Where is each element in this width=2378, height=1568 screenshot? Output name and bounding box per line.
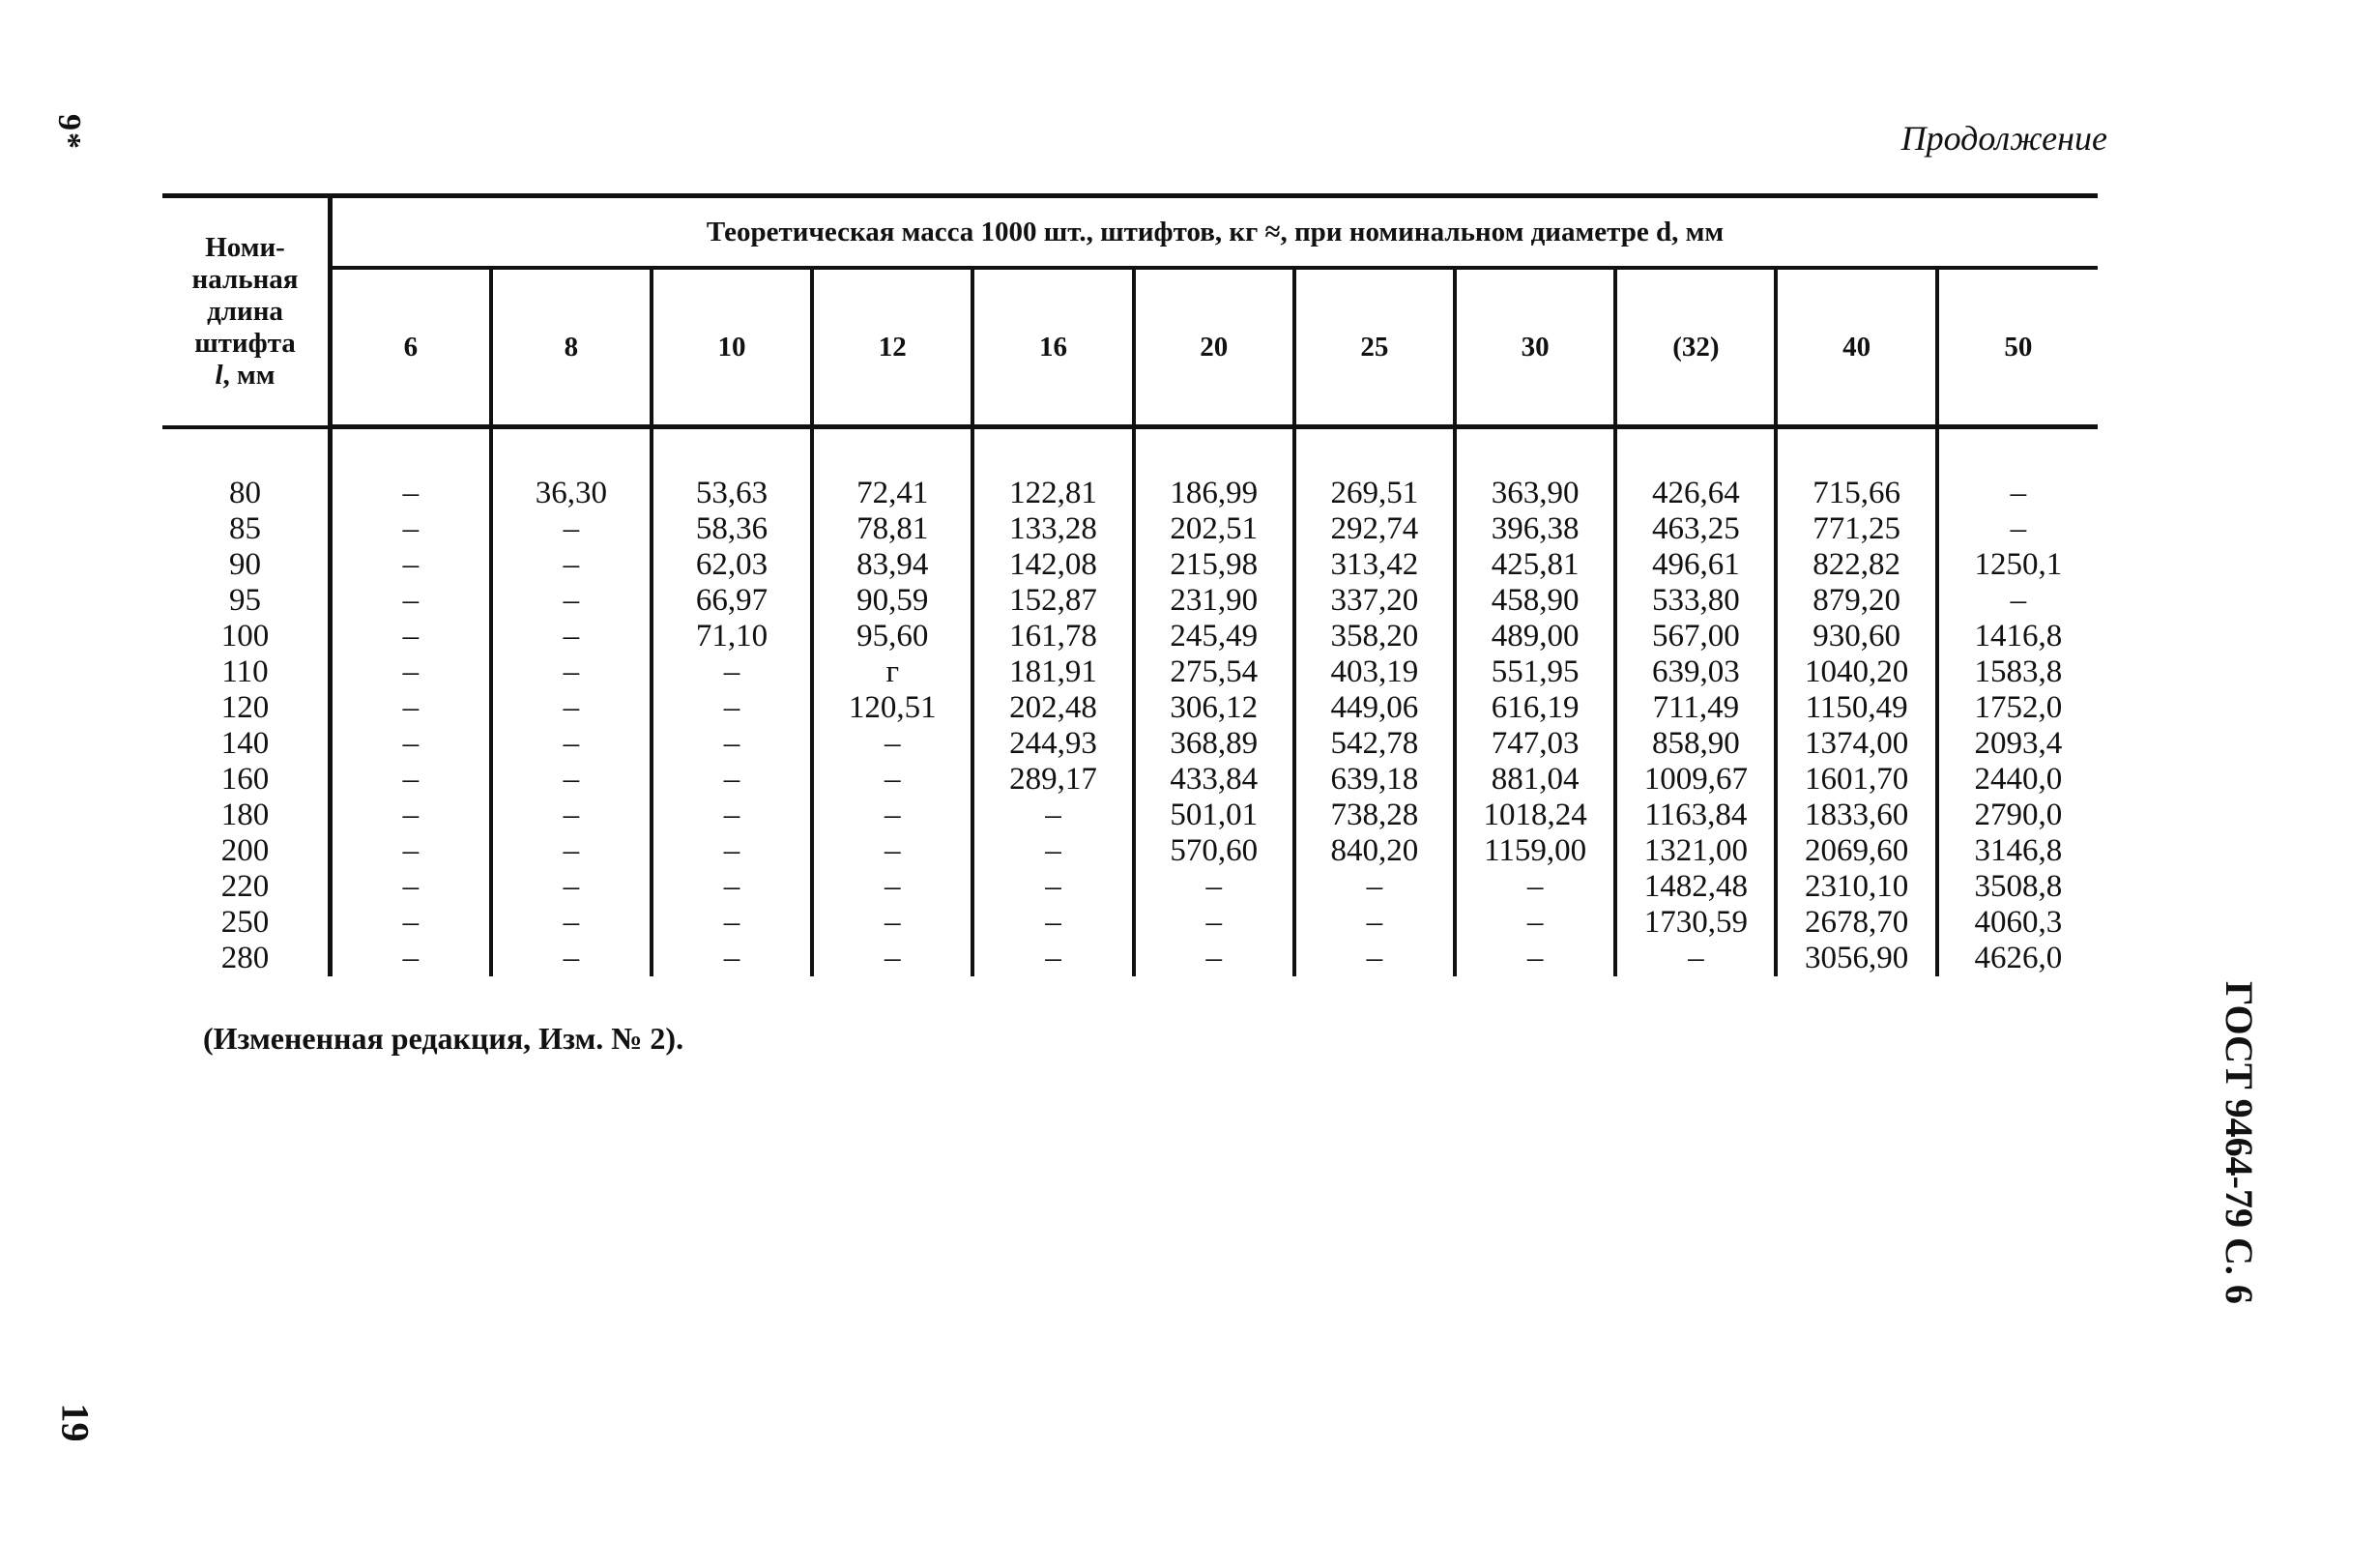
length-cell: 250 xyxy=(162,905,331,941)
mass-cell: – xyxy=(812,941,972,976)
mass-cell: – xyxy=(1455,905,1615,941)
mass-cell: – xyxy=(1294,905,1455,941)
mass-cell: – xyxy=(402,654,420,689)
table-row xyxy=(162,726,2098,762)
length-cell: 200 xyxy=(162,833,331,869)
mass-cell: 1009,67 xyxy=(1615,762,1776,798)
mass-cell: – xyxy=(1294,941,1455,976)
mass-cell: – xyxy=(402,762,420,797)
mass-cell: 133,28 xyxy=(972,511,1133,547)
mass-cell: – xyxy=(1134,941,1294,976)
mass-cell: – xyxy=(402,905,420,940)
mass-cell: – xyxy=(652,941,812,976)
length-column-header: Номи- нальная длина штифта l, мм xyxy=(162,196,331,427)
mass-cell: – xyxy=(491,511,652,547)
length-cell: 220 xyxy=(162,869,331,905)
mass-cell: – xyxy=(402,476,420,510)
mass-cell: – xyxy=(1134,905,1294,941)
mass-cell: – xyxy=(1455,941,1615,976)
length-cell: 280 xyxy=(162,941,331,976)
mass-cell: 186,99 xyxy=(1134,427,1294,512)
mass-cell: 358,20 xyxy=(1294,619,1455,654)
mass-cell: 275,54 xyxy=(1134,654,1294,690)
mass-cell: 738,28 xyxy=(1294,798,1455,833)
mass-cell: – xyxy=(491,654,652,690)
length-cell: 95 xyxy=(162,583,331,619)
mass-cell: 161,78 xyxy=(972,619,1133,654)
diameter-header: 40 xyxy=(1776,268,1936,427)
mass-cell: – xyxy=(652,798,812,833)
length-cell: 80 xyxy=(162,427,331,512)
mass-cell: 639,18 xyxy=(1294,762,1455,798)
mass-cell: 53,63 xyxy=(652,427,812,512)
table-row xyxy=(162,833,2098,869)
standard-code: ГОСТ 9464-79 С. 6 xyxy=(2218,981,2261,1304)
length-cell: 120 xyxy=(162,690,331,726)
mass-cell: 269,51 xyxy=(1294,427,1455,512)
mass-cell: – xyxy=(491,905,652,941)
length-cell: 180 xyxy=(162,798,331,833)
mass-cell: – xyxy=(402,869,420,904)
mass-cell: – xyxy=(491,690,652,726)
mass-cell: 551,95 xyxy=(1455,654,1615,690)
mass-cell: 2069,60 xyxy=(1776,833,1936,869)
mass-cell: – xyxy=(812,726,972,762)
mass-cell: – xyxy=(402,690,420,725)
mass-cell: 533,80 xyxy=(1615,583,1776,619)
mass-cell: 463,25 xyxy=(1615,511,1776,547)
mass-cell: 2678,70 xyxy=(1776,905,1936,941)
mass-cell: 1150,49 xyxy=(1776,690,1936,726)
mass-cell: 570,60 xyxy=(1134,833,1294,869)
mass-cell: – xyxy=(491,869,652,905)
mass-cell: 449,06 xyxy=(1294,690,1455,726)
mass-cell: 4060,3 xyxy=(1937,905,2098,941)
mass-cell: 202,51 xyxy=(1134,511,1294,547)
mass-cell: – xyxy=(491,619,652,654)
mass-cell: – xyxy=(1134,869,1294,905)
table-row xyxy=(162,547,2098,583)
mass-cell: – xyxy=(491,833,652,869)
mass-cell: 120,51 xyxy=(812,690,972,726)
mass-cell: – xyxy=(652,869,812,905)
mass-cell: 1040,20 xyxy=(1776,654,1936,690)
page-number: 19 xyxy=(53,1403,98,1442)
mass-cell: 90,59 xyxy=(812,583,972,619)
mass-table-wrapper xyxy=(162,193,2098,976)
mass-cell: 368,89 xyxy=(1134,726,1294,762)
mass-cell: – xyxy=(972,905,1133,941)
mass-cell: 337,20 xyxy=(1294,583,1455,619)
pin-mass-table xyxy=(162,193,2098,976)
mass-cell: 501,01 xyxy=(1134,798,1294,833)
mass-cell: – xyxy=(402,547,420,582)
mass-cell: 496,61 xyxy=(1615,547,1776,583)
table-row xyxy=(162,798,2098,833)
mass-cell: – xyxy=(402,798,420,832)
mass-cell: 433,84 xyxy=(1134,762,1294,798)
diameter-header: 50 xyxy=(1937,268,2098,427)
diameter-header-row xyxy=(162,268,2098,427)
mass-cell: – xyxy=(1937,511,2098,547)
diameter-header: 30 xyxy=(1455,268,1615,427)
mass-cell: – xyxy=(652,654,812,690)
mass-cell: 1374,00 xyxy=(1776,726,1936,762)
mass-cell: 1752,0 xyxy=(1937,690,2098,726)
mass-cell: – xyxy=(402,619,420,653)
mass-cell: – xyxy=(972,941,1133,976)
mass-cell: – xyxy=(812,798,972,833)
mass-cell: – xyxy=(652,762,812,798)
mass-cell: 1482,48 xyxy=(1615,869,1776,905)
mass-cell: 1250,1 xyxy=(1937,547,2098,583)
continuation-label: Продолжение xyxy=(1900,119,2107,158)
mass-cell: 36,30 xyxy=(491,427,652,512)
mass-cell: – xyxy=(652,905,812,941)
mass-cell: – xyxy=(812,762,972,798)
mass-cell: 747,03 xyxy=(1455,726,1615,762)
mass-cell: 425,81 xyxy=(1455,547,1615,583)
mass-cell: – xyxy=(1294,869,1455,905)
mass-cell: 4626,0 xyxy=(1937,941,2098,976)
mass-cell: 489,00 xyxy=(1455,619,1615,654)
mass-cell: 858,90 xyxy=(1615,726,1776,762)
length-cell: 100 xyxy=(162,619,331,654)
mass-cell: 152,87 xyxy=(972,583,1133,619)
mass-cell: 306,12 xyxy=(1134,690,1294,726)
mass-cell: – xyxy=(402,726,420,761)
mass-cell: 1321,00 xyxy=(1615,833,1776,869)
length-cell: 85 xyxy=(162,511,331,547)
diameter-header: 12 xyxy=(812,268,972,427)
mass-cell: 83,94 xyxy=(812,547,972,583)
mass-cell: – xyxy=(812,869,972,905)
mass-cell: 289,17 xyxy=(972,762,1133,798)
length-cell: 90 xyxy=(162,547,331,583)
mass-cell: 3146,8 xyxy=(1937,833,2098,869)
mass-cell: 142,08 xyxy=(972,547,1133,583)
mass-cell: – xyxy=(491,798,652,833)
mass-cell: – xyxy=(1937,583,2098,619)
mass-cell: 122,81 xyxy=(972,427,1133,512)
mass-cell: – xyxy=(402,583,420,618)
mass-cell: 215,98 xyxy=(1134,547,1294,583)
diameter-header: (32) xyxy=(1615,268,1776,427)
mass-cell: 822,82 xyxy=(1776,547,1936,583)
revision-note: (Измененная редакция, Изм. № 2). xyxy=(203,1021,684,1056)
table-row xyxy=(162,427,2098,512)
mass-cell: 202,48 xyxy=(972,690,1133,726)
table-row xyxy=(162,511,2098,547)
mass-cell: 245,49 xyxy=(1134,619,1294,654)
mass-cell: – xyxy=(402,941,420,975)
mass-cell: 711,49 xyxy=(1615,690,1776,726)
mass-cell: 2310,10 xyxy=(1776,869,1936,905)
mass-cell: 639,03 xyxy=(1615,654,1776,690)
mass-cell: 62,03 xyxy=(652,547,812,583)
mass-cell: – xyxy=(652,690,812,726)
mass-cell: 567,00 xyxy=(1615,619,1776,654)
mass-cell: – xyxy=(1455,869,1615,905)
mass-cell: – xyxy=(1937,427,2098,512)
mass-cell: 2093,4 xyxy=(1937,726,2098,762)
mass-cell: 72,41 xyxy=(812,427,972,512)
mass-cell: 292,74 xyxy=(1294,511,1455,547)
mass-cell: 458,90 xyxy=(1455,583,1615,619)
table-row xyxy=(162,583,2098,619)
mass-cell: 426,64 xyxy=(1615,427,1776,512)
mass-cell: 403,19 xyxy=(1294,654,1455,690)
length-cell: 140 xyxy=(162,726,331,762)
mass-cell: 231,90 xyxy=(1134,583,1294,619)
mass-cell: – xyxy=(652,833,812,869)
mass-cell: 616,19 xyxy=(1455,690,1615,726)
mass-cell: 1730,59 xyxy=(1615,905,1776,941)
mass-cell: – xyxy=(972,869,1133,905)
table-row xyxy=(162,905,2098,941)
mass-cell: 58,36 xyxy=(652,511,812,547)
table-row xyxy=(162,762,2098,798)
mass-group-header: Теоретическая масса 1000 шт., штифтов, кг ≈, при номинальном диаметре d, мм xyxy=(331,196,2099,269)
mass-cell: – xyxy=(491,583,652,619)
mass-cell: – xyxy=(812,905,972,941)
diameter-header: 6 xyxy=(331,268,491,427)
mass-cell: – xyxy=(491,726,652,762)
mass-cell: 363,90 xyxy=(1455,427,1615,512)
mass-cell: г xyxy=(812,654,972,690)
mass-cell: 1601,70 xyxy=(1776,762,1936,798)
mass-cell: 313,42 xyxy=(1294,547,1455,583)
mass-cell: 715,66 xyxy=(1776,427,1936,512)
mass-cell: – xyxy=(972,798,1133,833)
mass-cell: 71,10 xyxy=(652,619,812,654)
mass-cell: – xyxy=(402,511,420,546)
mass-cell: 181,91 xyxy=(972,654,1133,690)
mass-cell: 1583,8 xyxy=(1937,654,2098,690)
mass-cell: 3508,8 xyxy=(1937,869,2098,905)
length-cell: 160 xyxy=(162,762,331,798)
mass-cell: 1163,84 xyxy=(1615,798,1776,833)
mass-cell: 396,38 xyxy=(1455,511,1615,547)
table-row xyxy=(162,869,2098,905)
mass-cell: 1159,00 xyxy=(1455,833,1615,869)
mass-cell: – xyxy=(652,726,812,762)
margin-mark: 9* xyxy=(51,114,87,151)
mass-cell: 3056,90 xyxy=(1776,941,1936,976)
mass-cell: 1416,8 xyxy=(1937,619,2098,654)
mass-cell: – xyxy=(972,833,1133,869)
mass-cell: – xyxy=(491,762,652,798)
diameter-header: 10 xyxy=(652,268,812,427)
table-row xyxy=(162,654,2098,690)
mass-cell: – xyxy=(812,833,972,869)
length-cell: 110 xyxy=(162,654,331,690)
table-row xyxy=(162,619,2098,654)
mass-cell: 2790,0 xyxy=(1937,798,2098,833)
diameter-header: 20 xyxy=(1134,268,1294,427)
mass-cell: 1833,60 xyxy=(1776,798,1936,833)
mass-cell: 930,60 xyxy=(1776,619,1936,654)
table-row xyxy=(162,941,2098,976)
diameter-header: 8 xyxy=(491,268,652,427)
mass-cell: 66,97 xyxy=(652,583,812,619)
mass-cell: 771,25 xyxy=(1776,511,1936,547)
mass-cell: 78,81 xyxy=(812,511,972,547)
mass-cell: 840,20 xyxy=(1294,833,1455,869)
mass-cell: 95,60 xyxy=(812,619,972,654)
mass-cell: 1018,24 xyxy=(1455,798,1615,833)
table-body xyxy=(162,427,2098,977)
mass-cell: 879,20 xyxy=(1776,583,1936,619)
mass-cell: 881,04 xyxy=(1455,762,1615,798)
mass-cell: 2440,0 xyxy=(1937,762,2098,798)
mass-cell: – xyxy=(491,547,652,583)
table-row xyxy=(162,690,2098,726)
mass-cell: – xyxy=(1615,941,1776,976)
diameter-header: 16 xyxy=(972,268,1133,427)
mass-cell: – xyxy=(491,941,652,976)
mass-cell: – xyxy=(402,833,420,868)
diameter-header: 25 xyxy=(1294,268,1455,427)
mass-cell: 244,93 xyxy=(972,726,1133,762)
mass-cell: 542,78 xyxy=(1294,726,1455,762)
